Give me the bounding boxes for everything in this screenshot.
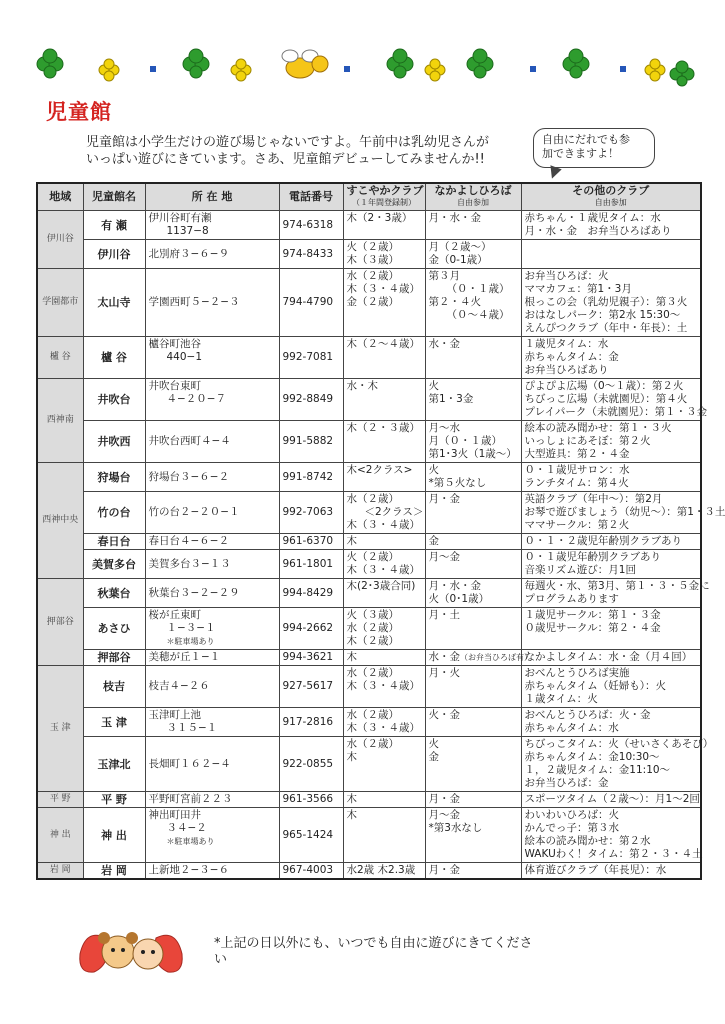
club2-line: （０〜４歳） (446, 309, 510, 321)
club3-cell (521, 579, 710, 608)
table-row (37, 666, 701, 708)
table-row (37, 792, 701, 808)
club2-cell: 金 (425, 534, 521, 550)
club1-line: 金（２歳） (346, 296, 399, 308)
address-cell: 美賀多台３−１３ (145, 550, 279, 579)
address-cell (145, 211, 279, 240)
club2-cell (425, 550, 521, 579)
club3-cell (521, 337, 701, 379)
header-name: 児童館名 (83, 183, 145, 211)
club2-line: 月〜金 (428, 809, 460, 821)
table-header-row (37, 183, 701, 211)
table-row (37, 240, 701, 269)
club1-line: 木（３・４歳） (346, 519, 420, 531)
club2-line: 月・水・金 (428, 212, 481, 224)
address-line: 神出町田井 (148, 809, 201, 821)
club1-cell (343, 708, 425, 737)
club3-line: １歳児タイム：水 (524, 338, 609, 350)
table-row (37, 463, 701, 492)
club3-cell: ０・１・２歳児年齢別クラブあり (521, 534, 701, 550)
club1-line: 水（２歳） (346, 667, 399, 679)
footnote-line: *上記の日以外にも、いつでも自由に遊びにきてくださ (214, 936, 533, 951)
club2-line: 水・金 (428, 338, 460, 350)
address-cell (145, 379, 279, 421)
club2-line: 月・火 (428, 667, 460, 679)
club3-line: お弁当ひろば：火 (524, 270, 609, 282)
header-club3-sub: 自由参加 (594, 198, 627, 207)
club3-cell (521, 666, 701, 708)
club2-cell (425, 608, 521, 650)
address-cell: 長畑町１６２−４ (145, 737, 279, 792)
club2-cell (425, 737, 521, 792)
tel-cell: 794-4790 (279, 269, 343, 337)
club2-line: 月〜金 (428, 551, 460, 563)
area-cell: 押部谷 (37, 579, 83, 666)
club1-cell (343, 379, 425, 421)
tel-cell: 994-8429 (279, 579, 343, 608)
table-row (37, 808, 701, 863)
tel-cell: 965-1424 (279, 808, 343, 863)
club3-line: わいわいひろば：火 (524, 809, 619, 821)
club2-line: 火（0･1歳） (428, 593, 490, 605)
club2-cell (425, 650, 532, 666)
footnote-line: い (214, 952, 228, 967)
club3-line: １歳タイム：火 (524, 693, 598, 705)
footnote (214, 936, 564, 968)
center-name: 玉 津 (83, 708, 145, 737)
clover-icon (563, 49, 589, 78)
area-cell: 櫨 谷 (37, 337, 83, 379)
dot-icon (620, 66, 626, 72)
address-cell (145, 337, 279, 379)
tel-cell: 991-8742 (279, 463, 343, 492)
address-cell: 枝吉４−２６ (145, 666, 279, 708)
bubble-line: 加できますよ！ (542, 147, 619, 160)
intro-line: 児童館は小学生だけの遊び場じゃないですよ。午前中は乳幼児さんが (86, 135, 490, 150)
club1-cell (343, 337, 425, 379)
tel-cell: 991-5882 (279, 421, 343, 463)
table-row (37, 211, 701, 240)
club3-line: ランチタイム：第４火 (524, 477, 629, 489)
club2-line: 月・土 (428, 609, 460, 621)
club2-line: 月（２歳〜） (428, 241, 492, 253)
club1-cell (343, 211, 425, 240)
club2-cell: 月・金 (425, 792, 521, 808)
table-row (37, 550, 701, 579)
header-address: 所 在 地 (145, 183, 279, 211)
center-name: 神 出 (83, 808, 145, 863)
club3-line: 英語クラブ（年中〜）：第2月 (524, 493, 663, 505)
club3-line: １，２歳児タイム：金11:10〜 (524, 764, 671, 776)
club3-line: いっしょにあそぼ：第２火 (524, 435, 651, 447)
address-line: １−３−１ (166, 622, 216, 634)
club2-line: 火・金 (428, 709, 460, 721)
center-name: 伊川谷 (83, 240, 145, 269)
address-cell (145, 708, 279, 737)
club3-cell (521, 708, 701, 737)
club3-cell (521, 269, 701, 337)
center-name: あさひ (83, 608, 145, 650)
club1-cell: 木 (343, 534, 425, 550)
club2-line: 月・金 (428, 493, 460, 505)
center-name: 秋葉台 (83, 579, 145, 608)
address-cell: 竹の台２−２０−１ (145, 492, 279, 534)
area-cell: 岩 岡 (37, 863, 83, 880)
club2-cell (425, 463, 521, 492)
header-decoration (0, 42, 708, 102)
tel-cell: 992-7063 (279, 492, 343, 534)
club2-line: （０・１歳） (446, 283, 510, 295)
club3-line: WAKUわく！タイム：第２・３・４土 (524, 848, 703, 860)
club3-cell (521, 463, 701, 492)
club1-line: 水（２歳） (346, 709, 399, 721)
tel-cell: 992-8849 (279, 379, 343, 421)
club3-cell (521, 421, 701, 463)
club3-line: プレイパーク（未就園児）：第１・３金 (524, 406, 708, 418)
center-name: 岩 岡 (83, 863, 145, 880)
tel-cell: 994-2662 (279, 608, 343, 650)
club2-line: 金 (428, 751, 439, 763)
children-illustration (76, 924, 186, 980)
club3-line: おはなしパーク：第2水 15:30〜 (524, 309, 681, 321)
children-center-table (36, 182, 725, 880)
club1-line: 火（３歳） (346, 609, 399, 621)
club3-cell: 体育遊びクラブ（年長児）：水 (521, 863, 701, 880)
header-tel: 電話番号 (279, 183, 343, 211)
club2-cell (425, 708, 521, 737)
club2-line: 第1・3金 (428, 393, 474, 405)
address-cell: 秋葉台３−２−２９ (145, 579, 279, 608)
address-line: ３１５−１ (166, 722, 218, 734)
club1-cell (343, 808, 425, 863)
club3-line: 赤ちゃんタイム：金10:30〜 (524, 751, 660, 763)
club3-line: 月・水・金 お弁当ひろばあり (524, 225, 672, 237)
club3-cell (521, 737, 714, 792)
club2-line: 水・金 (428, 651, 460, 663)
table-row (37, 608, 701, 650)
area-cell: 西神南 (37, 379, 83, 463)
club3-line: 赤ちゃんタイム（妊婦も）：火 (524, 680, 667, 692)
table-row (37, 492, 701, 534)
club2-line: 第３月 (428, 270, 460, 282)
club1-cell (343, 608, 425, 650)
club3-line: 絵本の読み聞かせ：第１・３火 (524, 422, 672, 434)
club1-cell (343, 550, 425, 579)
club3-line: プログラムあります (524, 593, 619, 605)
club3-line: 赤ちゃんタイム：金 (524, 351, 619, 363)
club1-line: 木（２〜４歳） (346, 338, 420, 350)
club1-line: 木（２歳） (346, 635, 399, 647)
area-cell: 学園都市 (37, 269, 83, 337)
club1-line: 木 (346, 751, 357, 763)
club2-cell (425, 269, 521, 337)
header-club2 (425, 183, 521, 211)
club2-cell (425, 211, 521, 240)
club1-cell (343, 492, 425, 534)
club3-line: 赤ちゃん・１歳児タイム：水 (524, 212, 661, 224)
club1-line: 火（２歳） (346, 551, 399, 563)
club3-line: ママカフェ：第1・3月 (524, 283, 632, 295)
tel-cell: 992-7081 (279, 337, 343, 379)
area-cell: 伊川谷 (37, 211, 83, 269)
club1-line: 火（２歳） (346, 241, 399, 253)
address-note: ＊駐車場あり (166, 637, 215, 646)
club3-line: １歳児サークル：第１・３金 (524, 609, 661, 621)
address-line: 440−1 (166, 351, 203, 363)
club2-cell: 月・金 (425, 863, 521, 880)
center-name: 有 瀬 (83, 211, 145, 240)
club1-cell (343, 463, 425, 492)
club1-cell (343, 666, 425, 708)
club2-line: 第1･3火（1歳〜） (428, 448, 517, 460)
club1-line: ＜2クラス＞ (364, 506, 424, 518)
club1-cell (343, 240, 425, 269)
address-line: 桜が丘東町 (148, 609, 201, 621)
area-cell: 神 出 (37, 808, 83, 863)
club3-cell (521, 608, 701, 650)
center-name: 竹の台 (83, 492, 145, 534)
tel-cell: 961-6370 (279, 534, 343, 550)
area-cell: 玉 津 (37, 666, 83, 792)
club3-line: ちびっこ広場（未就園児）：第４火 (524, 393, 688, 405)
bubble-line: 自由にだれでも参 (542, 133, 630, 146)
address-cell: 美穂が丘１−１ (145, 650, 279, 666)
clover-icon (37, 49, 63, 78)
tel-cell: 974-6318 (279, 211, 343, 240)
club3-line: かんでっ子：第３水 (524, 822, 619, 834)
club3-cell (521, 379, 708, 421)
club2-line: *第５火なし (428, 477, 487, 489)
club1-line: 水（２歳） (346, 738, 399, 750)
club3-line: えんぴつクラブ（年中・年長）：土 (524, 322, 688, 334)
speech-bubble (533, 128, 655, 168)
header-club2-sub: 自由参加 (457, 198, 489, 207)
club3-cell (521, 211, 701, 240)
center-name: 狩場台 (83, 463, 145, 492)
address-cell: 上新地２−３−６ (145, 863, 279, 880)
dot-icon (530, 66, 536, 72)
address-cell: 狩場台３−６−２ (145, 463, 279, 492)
club2-line: 金（0-1歳） (428, 254, 488, 266)
club3-line: ちびっこタイム：火（せいさくあそび） (524, 738, 714, 750)
dot-icon (344, 66, 350, 72)
club2-line: 月〜水 (428, 422, 460, 434)
club2-line: *第3水なし (428, 822, 483, 834)
tel-cell: 967-4003 (279, 863, 343, 880)
club1-line: 木（３・４歳） (346, 564, 420, 576)
area-cell: 西神中央 (37, 463, 83, 579)
club3-line: 毎週火・水、第3月、第１・３・５金に (524, 580, 710, 592)
clover-icon (467, 49, 493, 78)
club1-line: 木（３・４歳） (346, 283, 420, 295)
club2-line: 火 (428, 738, 439, 750)
address-line: 井吹台東町 (148, 380, 201, 392)
club3-line: お琴で遊びましょう（幼児〜）：第1・３土 (524, 506, 725, 518)
address-cell (145, 608, 279, 650)
address-cell: 春日台４−６−２ (145, 534, 279, 550)
club1-cell (343, 269, 425, 337)
club2-note: （お弁当ひろば有） (460, 653, 532, 662)
header-club3-label: その他のクラブ (572, 184, 650, 197)
club3-line: お弁当ひろばあり (524, 364, 609, 376)
header-club1 (343, 183, 425, 211)
header-club1-label: すこやかクラブ (346, 184, 424, 197)
club1-line: 木（2・3歳） (346, 212, 413, 224)
club3-line: ０歳児サークル：第２・４金 (524, 622, 661, 634)
intro-text (86, 134, 526, 168)
club3-cell (521, 240, 701, 269)
address-line: 1137−8 (166, 225, 209, 237)
tel-cell: 927-5617 (279, 666, 343, 708)
club2-line: 火 (428, 464, 439, 476)
flower-icon (645, 59, 665, 81)
tel-cell: 917-2816 (279, 708, 343, 737)
table-row (37, 534, 701, 550)
center-name: 春日台 (83, 534, 145, 550)
center-name: 枝吉 (83, 666, 145, 708)
header-club1-sub: （１年間登録制） (352, 198, 416, 207)
club1-line: 木（３歳） (346, 254, 399, 266)
club1-line: 水（２歳） (346, 622, 399, 634)
header-club2-label: なかよしひろば (434, 184, 512, 197)
address-cell: 井吹台西町４−４ (145, 421, 279, 463)
club3-line: おべんとうひろば実施 (524, 667, 630, 679)
club1-line: 木（３・４歳） (346, 680, 420, 692)
club3-line: ぴよぴよ広場（0〜１歳）：第２火 (524, 380, 684, 392)
tel-cell: 961-3566 (279, 792, 343, 808)
club3-line: ０・１歳児サロン：水 (524, 464, 630, 476)
club1-line: 木 (346, 809, 357, 821)
club3-cell (521, 492, 725, 534)
club3-line: 大型遊具：第２・４金 (524, 448, 630, 460)
club2-line: 火 (428, 380, 439, 392)
flower-icon (231, 59, 251, 81)
address-line: ３４−２ (166, 822, 207, 834)
club1-line: 水（２歳） (346, 270, 399, 282)
club3-cell: なかよしタイム：水・金（月４回） (521, 650, 701, 666)
club2-cell (425, 492, 521, 534)
center-name: 押部谷 (83, 650, 145, 666)
address-cell: 平野町宮前２２３ (145, 792, 279, 808)
club3-line: ０・１歳児年齢別クラブあり (524, 551, 661, 563)
center-name: 櫨 谷 (83, 337, 145, 379)
address-line: 玉津町上池 (148, 709, 201, 721)
club2-cell (425, 337, 521, 379)
center-name: 太山寺 (83, 269, 145, 337)
club1-cell (343, 737, 425, 792)
clover-icon (387, 49, 413, 78)
club1-cell: 木 (343, 650, 425, 666)
club3-line: お弁当ひろば：金 (524, 777, 609, 789)
club2-cell (425, 240, 521, 269)
clover-icon (183, 49, 209, 78)
club1-cell (343, 579, 425, 608)
clover-icon (670, 61, 694, 86)
club2-cell (425, 666, 521, 708)
flower-icon (99, 59, 119, 81)
address-cell: 北別府３−６−９ (145, 240, 279, 269)
club2-line: 第２・４火 (428, 296, 481, 308)
table-row (37, 269, 701, 337)
club1-line: 木(2･3歳合同) (346, 580, 416, 592)
club3-line: ママサークル：第２火 (524, 519, 630, 531)
club1-cell (343, 421, 425, 463)
address-note: ＊駐車場あり (166, 837, 215, 846)
club3-line: おべんとうひろば：火・金 (524, 709, 651, 721)
club2-line: 月（０・１歳） (428, 435, 502, 447)
club2-cell (425, 579, 521, 608)
tel-cell: 922-0855 (279, 737, 343, 792)
center-name: 井吹西 (83, 421, 145, 463)
club3-line: 根っこの会（乳幼児親子）：第３火 (524, 296, 688, 308)
center-name: 井吹台 (83, 379, 145, 421)
table-row (37, 863, 701, 880)
club2-cell (425, 379, 521, 421)
address-cell (145, 808, 279, 863)
area-cell: 平 野 (37, 792, 83, 808)
club1-line: 水・木 (346, 380, 378, 392)
dot-icon (150, 66, 156, 72)
club3-cell: スポーツタイム（２歳〜）：月1〜2回 (521, 792, 701, 808)
header-area: 地域 (37, 183, 83, 211)
club3-line: 絵本の読み聞かせ：第２水 (524, 835, 651, 847)
center-name: 玉津北 (83, 737, 145, 792)
club1-cell: 水2歳 木2.3歳 (343, 863, 425, 880)
club1-line: 木<2クラス> (346, 464, 413, 476)
tel-cell: 961-1801 (279, 550, 343, 579)
club2-cell (425, 808, 521, 863)
tel-cell: 994-3621 (279, 650, 343, 666)
club2-cell (425, 421, 521, 463)
intro-line: いっぱい遊びにきています。さあ、児童館デビューしてみませんか!! (86, 152, 485, 167)
flower-icon (425, 59, 445, 81)
tel-cell: 974-8433 (279, 240, 343, 269)
club3-cell (521, 808, 701, 863)
table-row (37, 421, 701, 463)
club3-line: 赤ちゃんタイム：水 (524, 722, 619, 734)
club1-line: 木（２・３歳） (346, 422, 420, 434)
bee-icon (282, 50, 328, 78)
table-row (37, 579, 701, 608)
table-row (37, 708, 701, 737)
address-line: 伊川谷町有瀬 (148, 212, 212, 224)
club3-cell (521, 550, 701, 579)
table-row (37, 379, 701, 421)
club2-line: 月・水・金 (428, 580, 481, 592)
club1-line: 水（２歳） (346, 493, 399, 505)
center-name: 美賀多台 (83, 550, 145, 579)
header-club3 (521, 183, 701, 211)
address-cell: 学園西町５−２−３ (145, 269, 279, 337)
page-title: 児童館 (46, 100, 112, 124)
table-row (37, 337, 701, 379)
address-line: 櫨谷町池谷 (148, 338, 201, 350)
club3-line: 音楽リズム遊び：月1回 (524, 564, 636, 576)
table-row (37, 650, 701, 666)
table-row (37, 737, 701, 792)
address-line: ４−２０−７ (166, 393, 227, 405)
club1-cell: 木 (343, 792, 425, 808)
center-name: 平 野 (83, 792, 145, 808)
club1-line: 木（３・４歳） (346, 722, 420, 734)
